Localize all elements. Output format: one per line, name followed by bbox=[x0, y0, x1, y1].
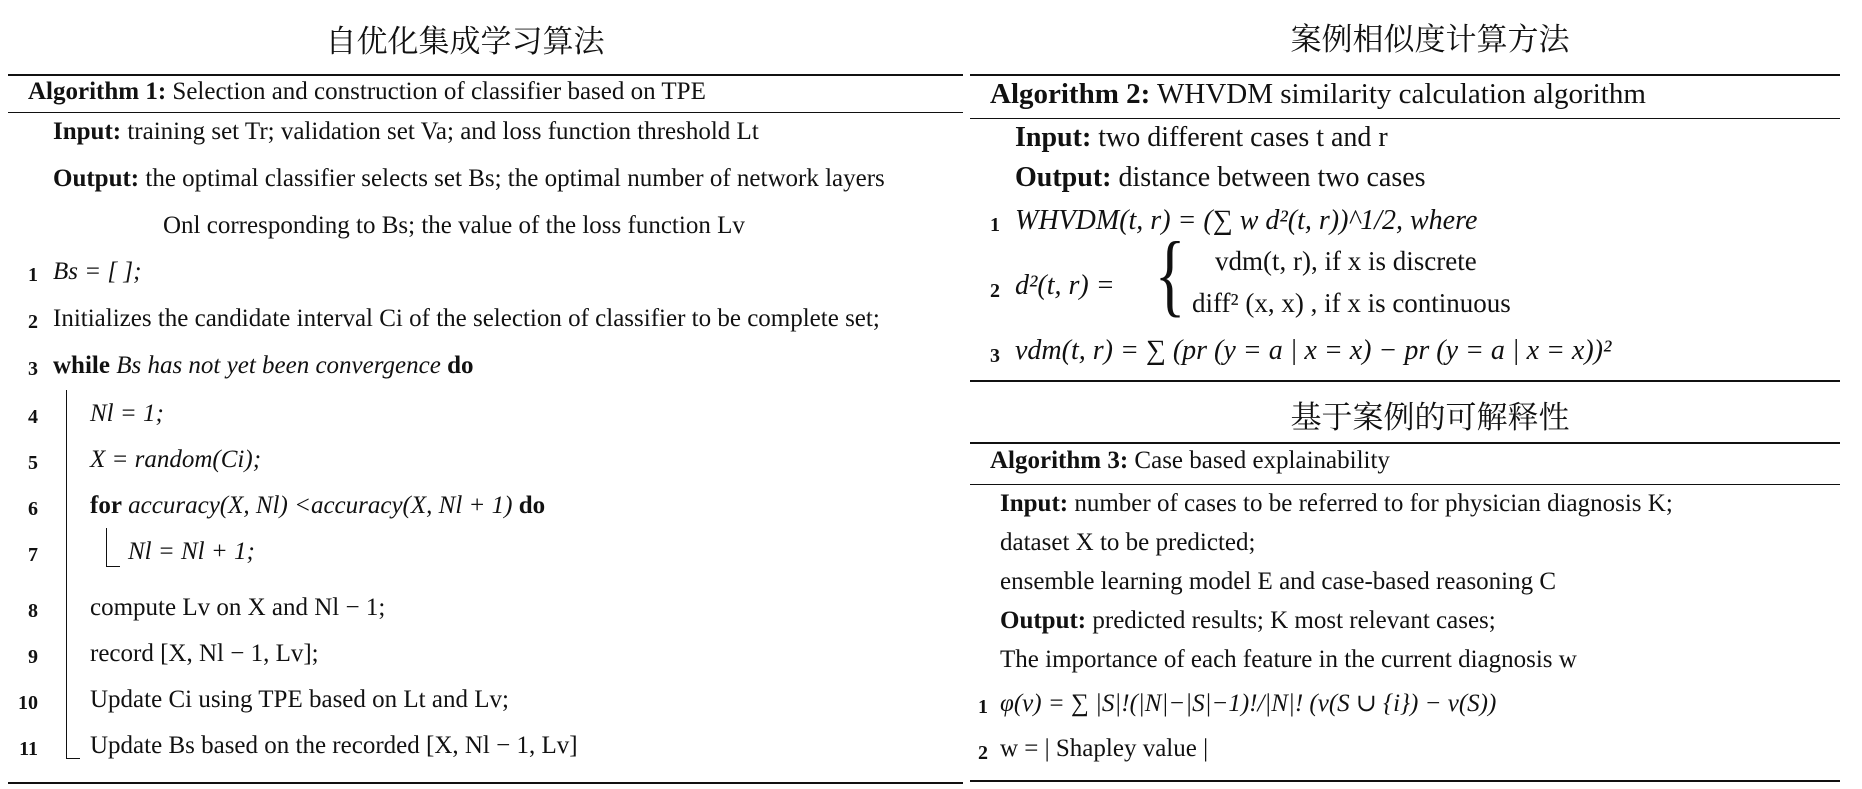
alg1-kw-for: for bbox=[90, 492, 122, 519]
alg3-input-3: ensemble learning model E and case-based reasoning C bbox=[1000, 568, 1557, 595]
alg1-label: Algorithm 1: bbox=[28, 78, 167, 105]
alg2-input-label: Input: bbox=[1015, 122, 1092, 153]
alg2-header-rule bbox=[970, 118, 1840, 119]
alg3-label: Algorithm 3: bbox=[990, 447, 1129, 474]
alg1-header bbox=[28, 78, 706, 106]
alg2-line-2-lhs: d²(t, r) = bbox=[1015, 270, 1115, 301]
alg3-line-number: 1 bbox=[978, 696, 988, 718]
algorithm-1-panel bbox=[8, 0, 963, 789]
alg2-line-2-case2: diff² (x, x) , if x is continuous bbox=[1192, 288, 1511, 318]
alg1-input bbox=[53, 118, 759, 146]
left-section-title: 自优化集成学习算法 bbox=[325, 24, 605, 60]
alg3-input bbox=[1000, 490, 1673, 518]
alg1-line-1: Bs = [ ]; bbox=[53, 258, 142, 285]
alg2-title: WHVDM similarity calculation algorithm bbox=[1157, 78, 1646, 110]
alg3-input-label: Input: bbox=[1000, 490, 1069, 517]
alg1-input-label: Input: bbox=[53, 118, 122, 145]
alg2-header bbox=[990, 78, 1646, 111]
alg1-while-block-end bbox=[66, 758, 80, 759]
right-bottom-section-title: 基于案例的可解释性 bbox=[1290, 400, 1570, 436]
alg1-output-label: Output: bbox=[53, 165, 140, 192]
alg1-kw-for-do: do bbox=[518, 492, 546, 519]
alg1-line-number: 1 bbox=[28, 264, 38, 286]
alg1-line-number: 7 bbox=[28, 544, 38, 566]
alg2-line-number: 3 bbox=[990, 345, 1000, 367]
alg1-for-block-end bbox=[106, 566, 120, 567]
alg3-top-rule bbox=[970, 442, 1840, 444]
algorithm-3-panel bbox=[970, 430, 1840, 789]
alg1-line-9: record [X, Nl − 1, Lv]; bbox=[90, 640, 319, 667]
alg2-bottom-rule bbox=[970, 380, 1840, 382]
right-top-section-title: 案例相似度计算方法 bbox=[1290, 22, 1570, 58]
alg1-output bbox=[53, 165, 885, 193]
alg3-title: Case based explainability bbox=[1134, 447, 1390, 474]
alg1-top-rule bbox=[8, 74, 963, 76]
alg1-line-number: 2 bbox=[28, 311, 38, 333]
alg1-title: Selection and construction of classifier based on TPE bbox=[172, 78, 706, 105]
alg3-bottom-rule bbox=[970, 780, 1840, 782]
alg1-output-cont: Onl corresponding to Bs; the value of the loss function Lv bbox=[163, 212, 745, 239]
alg3-line-number: 2 bbox=[978, 742, 988, 764]
alg1-line-number: 3 bbox=[28, 358, 38, 380]
alg2-label: Algorithm 2: bbox=[990, 78, 1151, 110]
alg1-line-number: 5 bbox=[28, 452, 38, 474]
alg1-line-number: 10 bbox=[18, 692, 38, 714]
alg1-output-text: the optimal classifier selects set Bs; the optimal number of network layers bbox=[145, 165, 885, 192]
alg1-line-11: Update Bs based on the recorded [X, Nl − 1, Lv] bbox=[90, 732, 578, 759]
alg2-output-label: Output: bbox=[1015, 162, 1112, 193]
alg1-line-5: X = random(Ci); bbox=[90, 446, 262, 473]
alg1-line-7: Nl = Nl + 1; bbox=[128, 538, 255, 565]
alg1-kw-while: while bbox=[53, 352, 110, 379]
alg1-line-number: 8 bbox=[28, 600, 38, 622]
alg2-cases-brace: { bbox=[1154, 223, 1186, 325]
alg3-output bbox=[1000, 607, 1496, 635]
alg1-line-number: 11 bbox=[19, 738, 38, 760]
alg1-bottom-rule bbox=[8, 782, 963, 784]
alg1-input-text: training set Tr; validation set Va; and loss function threshold Lt bbox=[127, 118, 759, 145]
alg1-line-number: 9 bbox=[28, 646, 38, 668]
alg2-line-3: vdm(t, r) = ∑ (pr (y = a | x = x) − pr (y = a | x = x))² bbox=[1015, 335, 1612, 366]
alg1-line-number: 6 bbox=[28, 498, 38, 520]
alg1-for-block-bar bbox=[106, 528, 107, 566]
alg3-output-2: The importance of each feature in the current diagnosis w bbox=[1000, 646, 1577, 673]
alg2-line-1: WHVDM(t, r) = (∑ w d²(t, r))^1/2, where bbox=[1015, 205, 1478, 236]
alg2-output bbox=[1015, 162, 1426, 194]
alg2-line-2-case1: vdm(t, r), if x is discrete bbox=[1215, 246, 1477, 276]
alg3-input-2: dataset X to be predicted; bbox=[1000, 529, 1256, 556]
alg2-input-text: two different cases t and r bbox=[1098, 122, 1388, 153]
alg1-line-2: Initializes the candidate interval Ci of the selection of classifier to be complete set; bbox=[53, 305, 880, 332]
alg1-line-8: compute Lv on X and Nl − 1; bbox=[90, 594, 386, 621]
alg2-input bbox=[1015, 122, 1388, 154]
alg1-while-block-bar bbox=[66, 390, 67, 758]
alg1-kw-do: do bbox=[447, 352, 474, 379]
algorithm-2-panel bbox=[970, 0, 1840, 390]
alg1-header-rule bbox=[8, 112, 963, 113]
alg3-line-1: φ(v) = ∑ |S|!(|N|−|S|−1)!/|N|! (v(S ∪ {i}) − v(S)) bbox=[1000, 690, 1497, 717]
alg1-for-cond: accuracy(X, Nl) <accuracy(X, Nl + 1) bbox=[128, 492, 513, 519]
alg1-line-3 bbox=[53, 352, 474, 380]
alg1-line-4: Nl = 1; bbox=[90, 400, 164, 427]
alg3-header bbox=[990, 447, 1390, 475]
alg2-line-number: 1 bbox=[990, 214, 1000, 236]
alg3-output-label: Output: bbox=[1000, 607, 1087, 634]
alg1-line-number: 4 bbox=[28, 406, 38, 428]
alg1-while-cond: Bs has not yet been convergence bbox=[116, 352, 441, 379]
alg3-line-2: w = | Shapley value | bbox=[1000, 735, 1209, 762]
alg3-output-text: predicted results; K most relevant cases; bbox=[1092, 607, 1496, 634]
alg2-top-rule bbox=[970, 74, 1840, 76]
alg3-header-rule bbox=[970, 484, 1840, 485]
alg2-line-number: 2 bbox=[990, 280, 1000, 302]
alg2-output-text: distance between two cases bbox=[1118, 162, 1426, 193]
alg1-line-10: Update Ci using TPE based on Lt and Lv; bbox=[90, 686, 509, 713]
alg3-input-text: number of cases to be referred to for physician diagnosis K; bbox=[1074, 490, 1673, 517]
alg1-line-6 bbox=[90, 492, 545, 520]
